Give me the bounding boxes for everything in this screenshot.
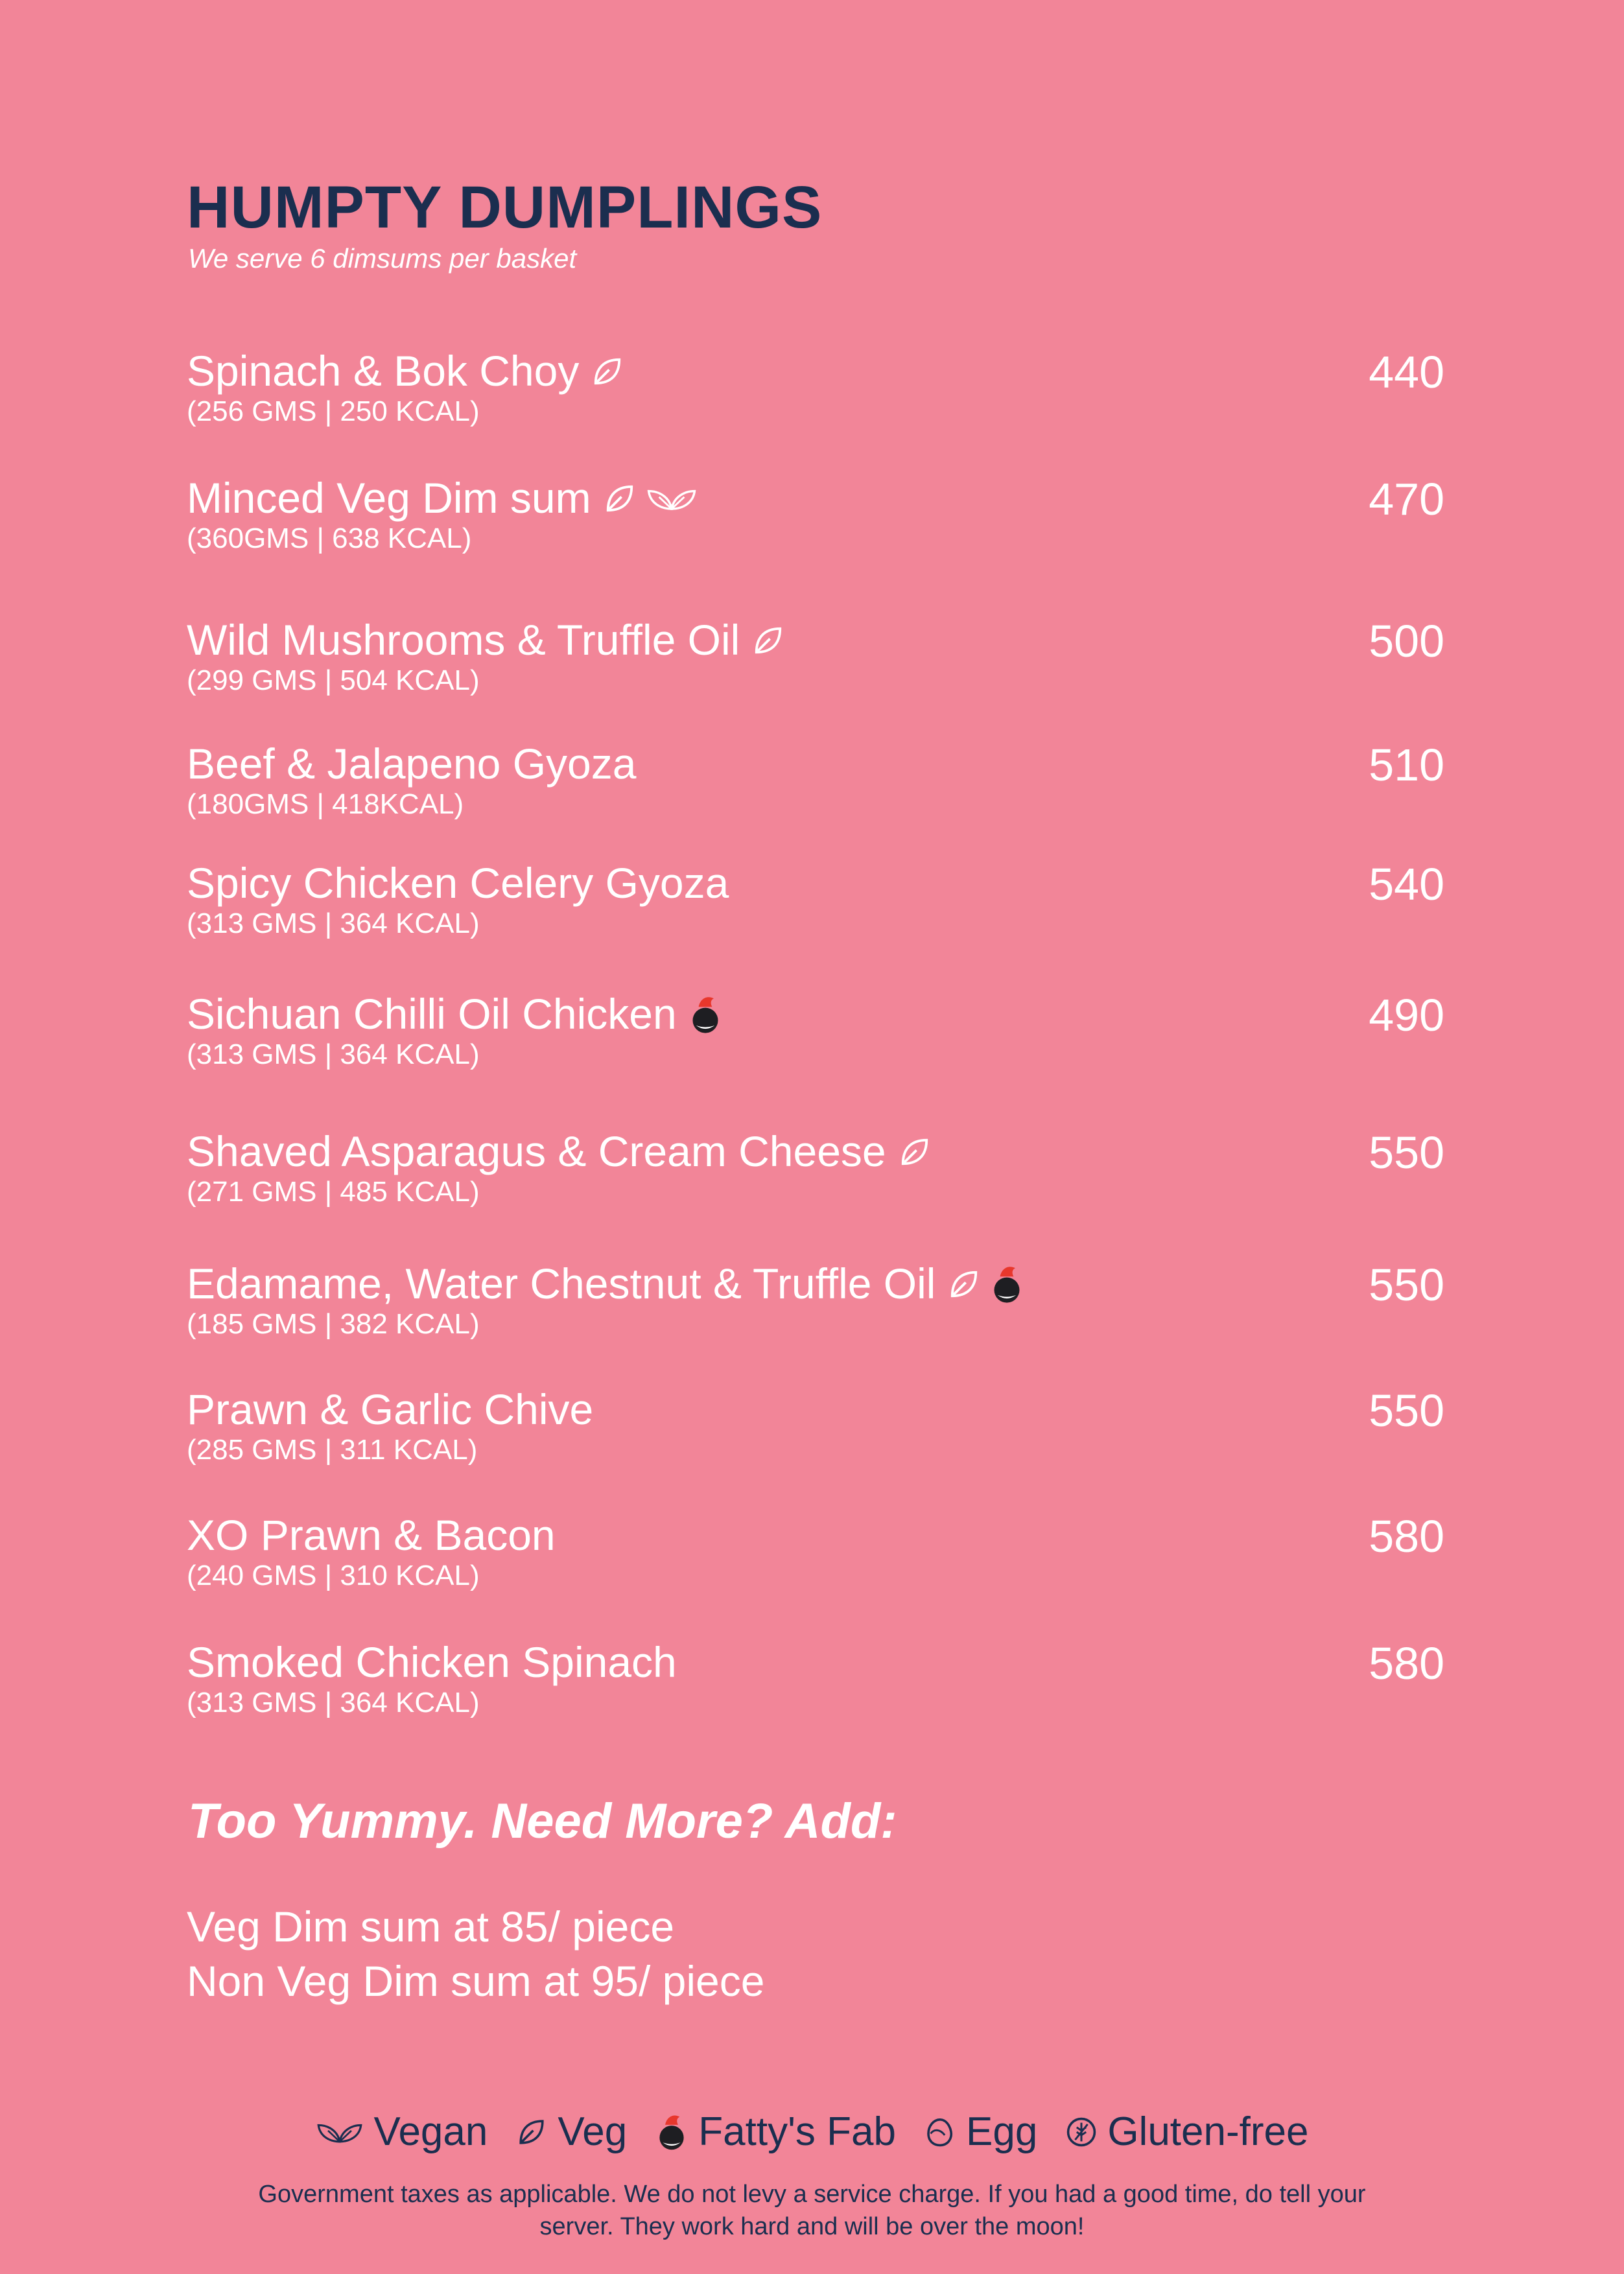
menu-item (187, 618, 1444, 698)
legend-veg (516, 2109, 628, 2154)
footer-note (233, 2178, 1391, 2243)
item-price: 550 (1369, 1127, 1444, 1178)
item-price: 550 (1369, 1385, 1444, 1436)
menu-item (187, 861, 1444, 941)
legend-veg-label: Veg (558, 2109, 628, 2154)
vegan-icon (646, 482, 698, 515)
item-name: Shaved Asparagus & Cream Cheese (187, 1127, 886, 1175)
fattys-fab-icon (990, 1263, 1024, 1306)
item-name: Edamame, Water Chestnut & Truffle Oil (187, 1260, 936, 1307)
item-name: Beef & Jalapeno Gyoza (187, 740, 637, 788)
menu-item (187, 992, 1444, 1072)
item-name: XO Prawn & Bacon (187, 1511, 556, 1559)
item-meta: (313 GMS | 364 KCAL) (187, 1687, 480, 1719)
legend-gluten-free (1066, 2109, 1309, 2154)
dietary-legend (0, 2109, 1624, 2154)
egg-icon (924, 2116, 956, 2148)
more-heading: Too Yummy. Need More? Add: (188, 1794, 897, 1849)
vegan-icon (316, 2118, 364, 2146)
item-meta: (313 GMS | 364 KCAL) (187, 908, 480, 940)
addons-list (187, 1899, 764, 2008)
item-name: Smoked Chicken Spinach (187, 1638, 677, 1686)
item-price: 510 (1369, 740, 1444, 790)
menu-item (187, 1261, 1444, 1342)
legend-fattys-fab (655, 2109, 896, 2154)
menu-item (187, 349, 1444, 429)
veg-icon (603, 482, 637, 515)
veg-addon: Veg Dim sum at 85/ piece (187, 1903, 675, 1951)
item-price: 550 (1369, 1260, 1444, 1310)
item-price: 540 (1369, 859, 1444, 909)
item-meta: (299 GMS | 504 KCAL) (187, 664, 480, 697)
item-meta: (285 GMS | 311 KCAL) (187, 1434, 478, 1466)
legend-egg-label: Egg (965, 2109, 1038, 2154)
fattys-fab-icon (655, 2112, 688, 2152)
legend-gluten-free-label: Gluten-free (1107, 2109, 1309, 2154)
legend-vegan-label: Vegan (373, 2109, 488, 2154)
gluten-free-icon (1066, 2116, 1097, 2148)
page-subtitle: We serve 6 dimsums per basket (188, 243, 577, 274)
item-name: Minced Veg Dim sum (187, 474, 591, 522)
menu-item (187, 1387, 1444, 1468)
menu-item (187, 742, 1444, 822)
item-meta: (360GMS | 638 KCAL) (187, 522, 472, 555)
item-meta: (271 GMS | 485 KCAL) (187, 1176, 480, 1208)
item-meta: (185 GMS | 382 KCAL) (187, 1308, 480, 1341)
item-meta: (313 GMS | 364 KCAL) (187, 1038, 480, 1071)
item-name: Sichuan Chilli Oil Chicken (187, 990, 677, 1038)
footer-line-2: server. They work hard and will be over the moon! (539, 2213, 1085, 2240)
veg-icon (947, 1267, 981, 1301)
menu-item (187, 1129, 1444, 1210)
menu-item (187, 476, 1444, 556)
nonveg-addon: Non Veg Dim sum at 95/ piece (187, 1957, 765, 2005)
item-price: 440 (1369, 347, 1444, 397)
footer-line-1: Government taxes as applicable. We do not levy a service charge. If you had a good time, do tell your (258, 2181, 1366, 2208)
item-meta: (180GMS | 418KCAL) (187, 788, 464, 821)
legend-egg (924, 2109, 1038, 2154)
item-price: 500 (1369, 616, 1444, 666)
item-price: 490 (1369, 990, 1444, 1040)
veg-icon (898, 1135, 932, 1169)
item-name: Spicy Chicken Celery Gyoza (187, 859, 729, 907)
item-meta: (240 GMS | 310 KCAL) (187, 1560, 480, 1592)
legend-vegan (316, 2109, 488, 2154)
item-name: Prawn & Garlic Chive (187, 1385, 594, 1433)
item-name: Wild Mushrooms & Truffle Oil (187, 616, 740, 664)
menu-item (187, 1640, 1444, 1720)
menu-item (187, 1513, 1444, 1593)
page-title: HUMPTY DUMPLINGS (187, 174, 823, 240)
veg-icon (591, 355, 624, 388)
veg-icon (751, 624, 785, 657)
item-meta: (256 GMS | 250 KCAL) (187, 395, 480, 428)
veg-icon (516, 2116, 547, 2148)
item-name: Spinach & Bok Choy (187, 347, 580, 395)
fattys-fab-icon (688, 993, 722, 1036)
legend-fattys-fab-label: Fatty's Fab (698, 2109, 896, 2154)
item-price: 580 (1369, 1511, 1444, 1562)
item-price: 470 (1369, 474, 1444, 524)
item-price: 580 (1369, 1638, 1444, 1689)
